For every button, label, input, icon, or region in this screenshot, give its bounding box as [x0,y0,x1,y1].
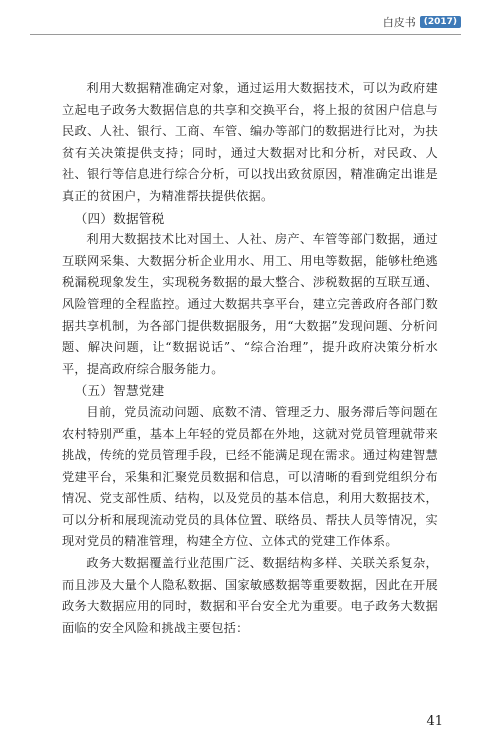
paragraph-tax: 利用大数据技术比对国土、人社、房产、车管等部门数据，通过互联网采集、大数据分析企业用水、用工、用电等数据，能够杜绝逃税漏税现象发生，实现税务数据的最大整合、涉税数据的互联互通、风险管理的全程监控。通过大数据共享平台，建立完善政府各部门数据共享机制，为各部门提供数据服务，用“大数据”发现问题、分析问题、解决问题，让“数据说话”、“综合治理”，提升政府决策分析水平，提高政府综合服务能力。 [62,232,438,376]
section-heading-party: （五）智慧党建 [74,383,165,399]
running-header [30,14,461,35]
page-number: 41 [426,714,443,729]
paragraph-security: 政务大数据覆盖行业范围广泛、数据结构多样、关联关系复杂，而且涉及大量个人隐私数据、国家敏感数据等重要数据，因此在开展政务大数据应用的同时，数据和平台安全尤为重要。电子政务大数据面临的安全风险和挑战主要包括： [62,556,438,635]
paragraph-party: 目前，党员流动问题、底数不清、管理乏力、服务滞后等问题在农村特别严重，基本上年轻的党员都在外地，这就对党员管理就带来挑战，传统的党员管理手段，已经不能满足现在需求。通过构建智慧党建平台，采集和汇聚党员数据和信息，可以清晰的看到党组织分布情况、党支部性质、结构，以及党员的基本信息，利用大数据技术，可以分析和展现流动党员的具体位置、联络员、帮扶人员等情况，实现对党员的精准管理，构建全方位、立体式的党建工作体系。 [62,404,438,549]
section-heading-tax: （四）数据管税 [74,210,165,226]
header-title: 白皮书 [382,16,416,29]
page-body [62,78,438,639]
header-label [383,14,461,30]
paragraph-poverty: 利用大数据精准确定对象，通过运用大数据技术，可以为政府建立起电子政务大数据信息的共享和交换平台，将上报的贫困户信息与民政、人社、银行、工商、车管、编办等部门的数据进行比对，为扶贫有关决策提供支持；同时，通过大数据对比和分析，对民政、人社、银行等信息进行综合分析，可以找出致贫原因，精准确定出谁是真正的贫困户，为精准帮扶提供依据。 [62,81,438,203]
year-badge: (2017) [420,16,461,28]
